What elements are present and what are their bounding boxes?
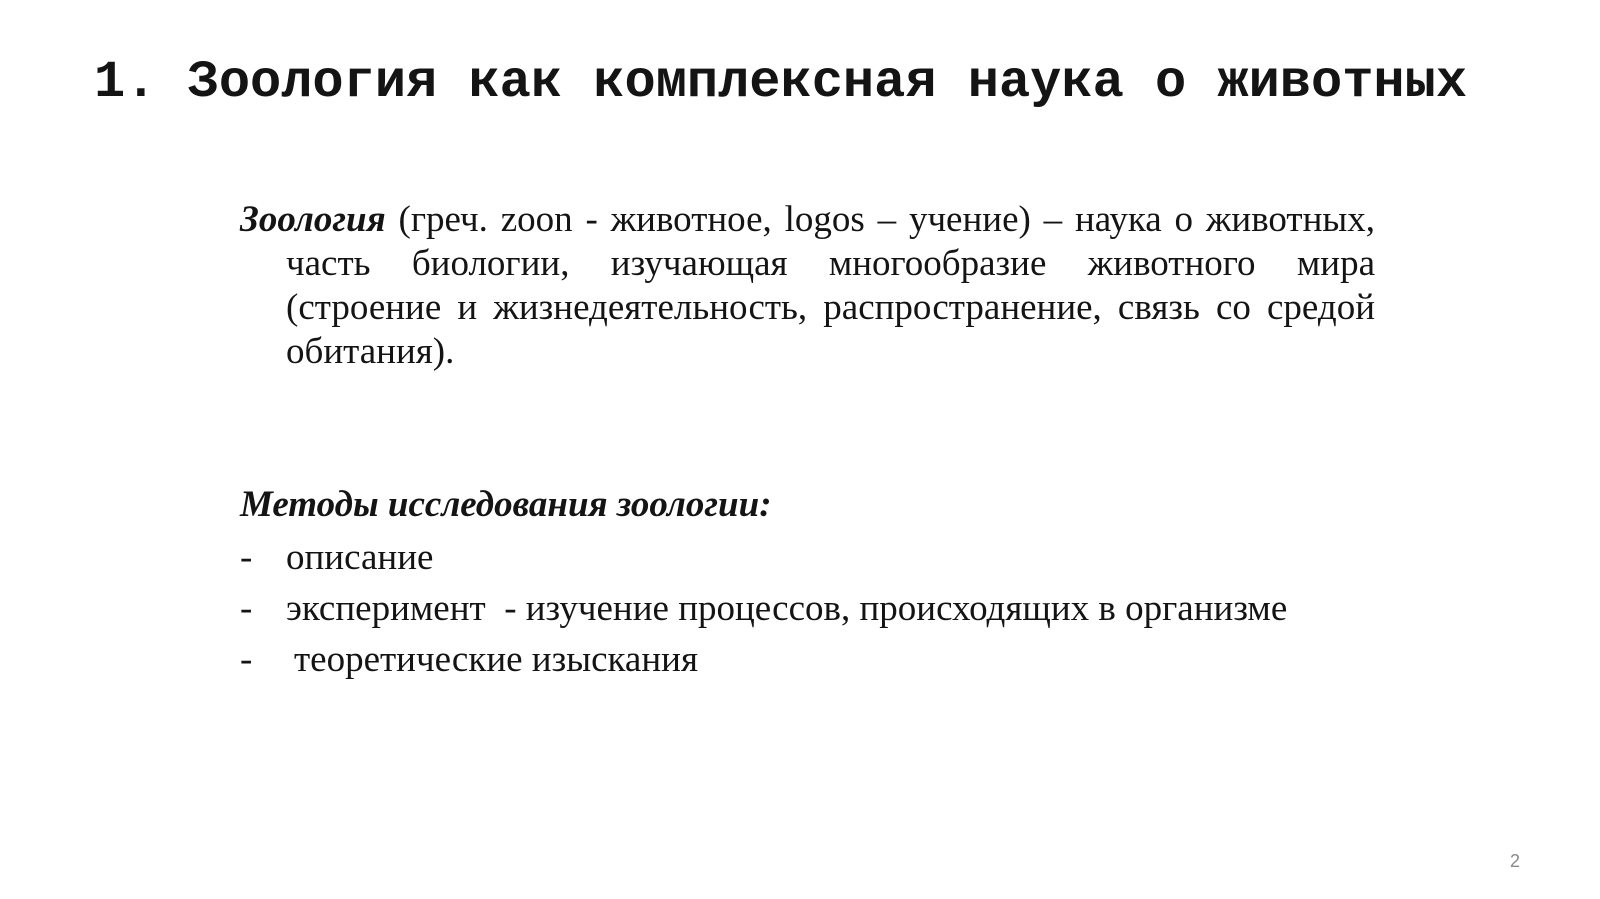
- list-marker: -: [240, 639, 253, 680]
- methods-list: [240, 532, 1400, 685]
- slide-title: 1. Зоология как комплексная наука о животных: [94, 53, 1468, 112]
- list-marker: -: [240, 588, 253, 629]
- methods-section: [240, 482, 1400, 685]
- page-number: 2: [1509, 851, 1520, 871]
- list-item-text: эксперимент - изучение процессов, происходящих в организме: [286, 588, 1288, 629]
- definition-text: (греч. zoon - животное, logos – учение) – наука о животных, часть биологии, изучающая многообразие животного мира (строение и жизнедеятельность, распространение, связь со средой обитания).: [286, 199, 1375, 372]
- list-item: [240, 583, 1400, 634]
- list-item: [240, 532, 1400, 583]
- list-item-text: описание: [286, 537, 434, 578]
- list-item: [240, 634, 1400, 685]
- list-marker: -: [240, 537, 253, 578]
- definition-term: Зоология: [240, 199, 386, 240]
- list-item-text: теоретические изыскания: [294, 639, 698, 680]
- methods-heading: Методы исследования зоологии:: [240, 484, 772, 525]
- definition-paragraph: [240, 198, 1375, 374]
